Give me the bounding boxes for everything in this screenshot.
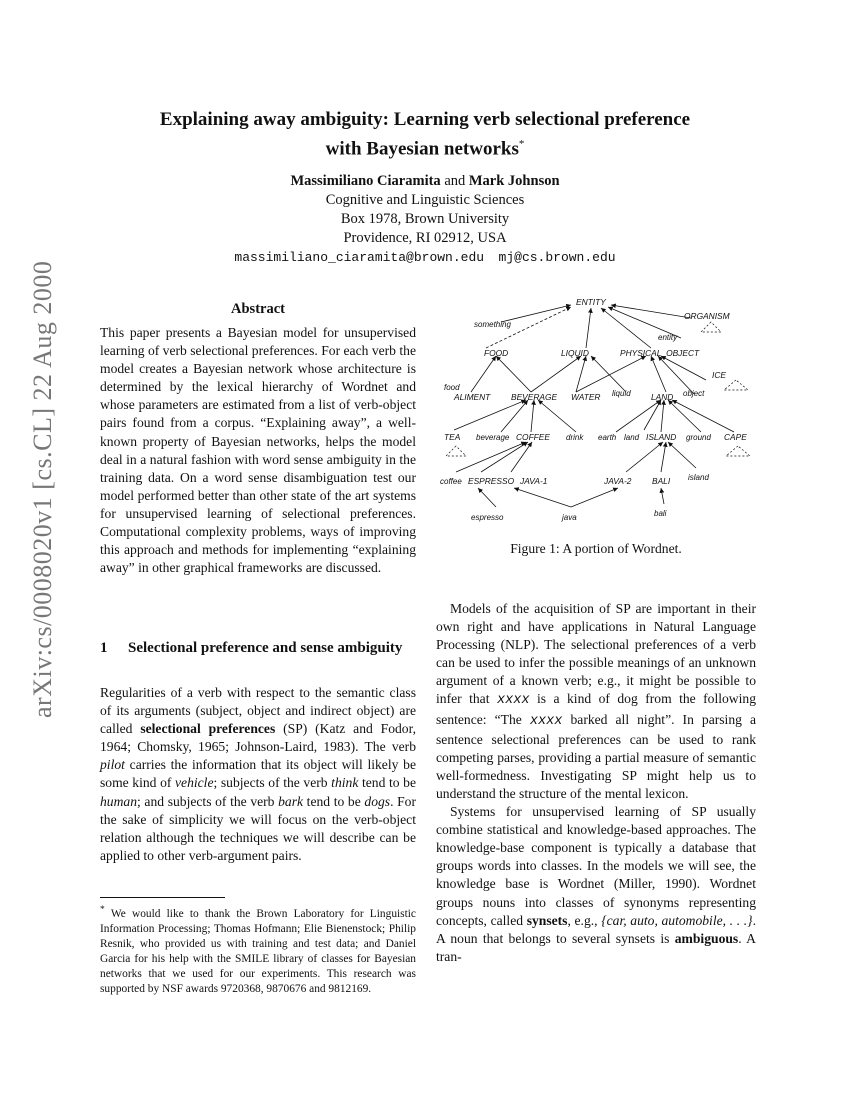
fig-word-bali: bali — [654, 509, 667, 518]
fig-word-land: land — [624, 433, 640, 442]
fig-node-bali: BALI — [652, 476, 671, 486]
fig-node-java-1: JAVA-1 — [520, 476, 548, 486]
author-1: Massimiliano Ciaramita — [290, 173, 441, 189]
arxiv-identifier: arXiv:cs/0008020v1 [cs.CL] 22 Aug 2000 — [28, 260, 57, 718]
fig-node-organism: ORGANISM — [684, 311, 730, 321]
footnote-rule — [100, 897, 225, 898]
fig-node-java-2: JAVA-2 — [604, 476, 632, 486]
section-1-body — [100, 684, 416, 865]
section-1-heading — [100, 639, 416, 658]
paper-title — [90, 108, 760, 161]
fig-word-object: object — [683, 389, 705, 398]
title-footnote-mark: * — [518, 138, 525, 150]
fig-node-physical-object: PHYSICAL_OBJECT — [620, 348, 700, 358]
footnote-text: We would like to thank the Brown Laboratory for Linguistic Information Processing; Thomas Hofmann; Elie Bienenstock; Philip Resnik, who provided us with training and test data; and Daniel Garcia for his help with the SMILE library of classes for Bayesian networks that we used for our experiments. This research was supported by NSF awards 9720368, 9870676 and 9812169. — [100, 907, 416, 995]
wordnet-figure — [436, 292, 756, 532]
fig-node-beverage: BEVERAGE — [511, 392, 558, 402]
title-line-2: with Bayesian networks — [325, 138, 519, 160]
fig-word-liquid: liquid — [612, 389, 631, 398]
email-1: massimiliano_ciaramita@brown.edu — [234, 250, 485, 265]
fig-node-liquid: LIQUID — [561, 348, 589, 358]
fig-node-coffee: COFFEE — [516, 432, 550, 442]
fig-node-cape: CAPE — [724, 432, 747, 442]
fig-node-entity: ENTITY — [576, 297, 606, 307]
fig-node-food: FOOD — [484, 348, 509, 358]
author-block — [90, 172, 760, 267]
footnote-mark: * — [100, 905, 105, 915]
fig-node-water: WATER — [571, 392, 601, 402]
abstract-heading: Abstract — [231, 301, 285, 317]
footnote — [100, 903, 416, 997]
fig-node-island: ISLAND — [646, 432, 677, 442]
abstract-body — [100, 324, 416, 577]
figure-caption: Figure 1: A portion of Wordnet. — [510, 541, 682, 556]
abstract-text: This paper presents a Bayesian model for unsupervised learning of verb selectional preferences. For each verb the model creates a Bayesian network whose architecture is determined by the lexical hierarchy of Wordnet and whose parameters are estimated from a list of verb-object pairs found from a corpus. “Explaining away”, a well-known property of Bayesian networks, helps the model deal in a natural fashion with word sense ambiguity in the training data. On a word sense disambiguation test our model performed better than other state of the art systems for unsupervised learning of selectional preferences. Computational complexity problems, ways of improving this approach and methods for implementing “explaining away” in other graphical frameworks are discussed. — [100, 325, 416, 576]
fig-word-food: food — [444, 383, 460, 392]
right-column-body — [436, 600, 756, 966]
fig-node-espresso: ESPRESSO — [468, 476, 515, 486]
affiliation-line-1: Cognitive and Linguistic Sciences — [325, 192, 525, 208]
affiliation-line-2: Box 1978, Brown University — [340, 211, 510, 227]
fig-word-island: island — [688, 473, 709, 482]
fig-node-land: LAND — [651, 392, 674, 402]
fig-word-espresso: espresso — [471, 513, 504, 522]
fig-node-aliment: ALIMENT — [454, 392, 491, 402]
fig-word-ground: ground — [686, 433, 711, 442]
section-1-paragraph: Regularities of a verb with respect to the semantic class of its arguments (subject, object and indirect object) are called selectional preferences (SP) (Katz and Fodor, 1964; Chomsky, 1965; Johnson-Laird, 1983). The verb pilot carries the information that its object will likely be some kind of vehicle; subjects of the verb think tend to be human; and subjects of the verb bark tend to be dogs. For the sake of simplicity we will focus on the verb-object relation although the techniques we will describe can be applied to other verb-argument pairs. — [100, 685, 416, 863]
fig-word-beverage: beverage — [476, 433, 510, 442]
email-2: mj@cs.brown.edu — [498, 250, 616, 265]
fig-word-drink: drink — [566, 433, 584, 442]
section-1-number: 1 — [100, 640, 108, 656]
fig-word-java: java — [562, 513, 577, 522]
author-2: Mark Johnson — [468, 173, 560, 189]
fig-word-coffee: coffee — [440, 477, 462, 486]
fig-node-ice: ICE — [712, 370, 726, 380]
fig-word-something: something — [474, 320, 511, 329]
fig-node-tea: TEA — [444, 432, 461, 442]
affiliation-line-3: Providence, RI 02912, USA — [343, 230, 507, 246]
title-line-1: Explaining away ambiguity: Learning verb selectional preference — [159, 109, 691, 130]
right-paragraph-1: Models of the acquisition of SP are important in their own right and have applications in Natural Language Processing (NLP). The selectional preferences of a verb can be used to infer the possible meanings of an unknown argument of a known verb; e.g., it might be possible to infer that xxxx is a kind of dog from the following sentence: “The xxxx barked all night”. In parsing a sentence selectional preferences can be used to rank competing parses, providing a partial measure of semantic well-formedness. Investigating SP might help us to understand the structure of the mental lexicon. — [436, 601, 756, 801]
fig-word-entity: entity — [658, 333, 678, 342]
section-1-title: Selectional preference and sense ambiguity — [128, 640, 403, 656]
author-and: and — [444, 173, 466, 189]
right-paragraph-2: Systems for unsupervised learning of SP usually combine statistical and knowledge-based approaches. The knowledge-base component is typically a database that groups words into classes. In the models we will see, the knowledge base is Wordnet (Miller, 1990). Wordnet groups nouns into classes of synonyms representing concepts, called synsets, e.g., {car, auto, automobile, . . .}. A noun that belongs to several synsets is ambiguous. A tran- — [436, 804, 756, 964]
fig-word-earth: earth — [598, 433, 617, 442]
